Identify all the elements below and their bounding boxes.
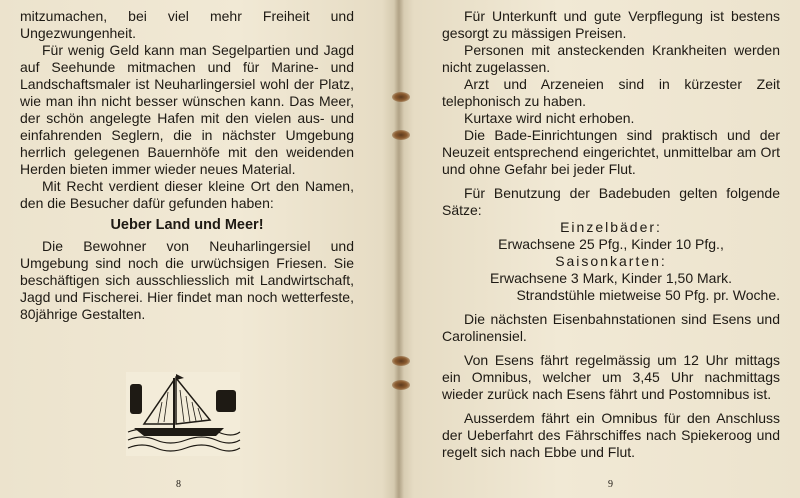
binding-staple-stain <box>392 92 410 102</box>
binding-staple-stain <box>392 130 410 140</box>
left-paragraph-2: Für wenig Geld kann man Segelpartien und Jagd auf Seehunde mitmachen und für Marine- und Landschaftsmaler ist Neuharlingersiel wohl der Platz, wie man ihn nicht besser wünschen kann. Das Meer, der schön angelegte Hafen mit den vielen aus- und einfahrenden Seglern, die in nächster Umgebung herrlich gelegenen Bauernhöfe mit den weidenden Herden bieten immer wieder neues Material. <box>20 42 354 177</box>
binding-staple-stain <box>392 380 410 390</box>
saisonkarten-prices: Erwachsene 3 Mark, Kinder 1,50 Mark. <box>490 270 732 286</box>
right-paragraph-5: Die Bade-Einrichtungen sind praktisch und der Neuzeit entsprechend eingerichtet, unmittelbar am Ort und ohne Gefahr bei jeder Flut. <box>442 127 780 177</box>
strandstuehle-price: Strandstühle mietweise 50 Pfg. pr. Woche. <box>516 287 780 303</box>
saisonkarten-title: Saisonkarten: <box>555 253 667 269</box>
right-paragraph-6: Für Benutzung der Badebuden gelten folgende Sätze: <box>442 185 780 218</box>
sailboat-illustration <box>124 370 242 458</box>
page-number-right: 9 <box>608 479 613 490</box>
binding-staple-stain <box>392 356 410 366</box>
section-heading: Ueber Land und Meer! <box>110 217 264 233</box>
left-paragraph-3: Mit Recht verdient dieser kleine Ort den Namen, den die Besucher dafür gefunden haben: <box>20 178 354 211</box>
left-page <box>0 0 398 498</box>
right-paragraph-2: Personen mit ansteckenden Krankheiten werden nicht zugelassen. <box>442 42 780 75</box>
right-paragraph-9: Ausserdem fährt ein Omnibus für den Anschluss der Ueberfahrt des Fährschiffes nach Spiekeroog und regelt sich nach Ebbe und Flut. <box>442 410 780 460</box>
book-gutter <box>394 0 404 498</box>
right-page <box>398 0 800 498</box>
right-paragraph-8: Von Esens fährt regelmässig um 12 Uhr mittags ein Omnibus, welcher um 3,45 Uhr nachmittags wieder zurück nach Esens fährt und Postomnibus ist. <box>442 352 780 402</box>
left-paragraph-4: Die Bewohner von Neuharlingersiel und Umgebung sind noch die urwüchsigen Friesen. Sie beschäftigen sich ausschliesslich mit Landwirtschaft, Jagd und Fischerei. Hier findet man noch wetterfeste, 80jährige Gestalten. <box>20 238 354 322</box>
einzelbaeder-title: Einzelbäder: <box>560 219 662 235</box>
right-paragraph-3: Arzt und Arzeneien sind in kürzester Zeit telephonisch zu haben. <box>442 76 780 109</box>
einzelbaeder-prices: Erwachsene 25 Pfg., Kinder 10 Pfg., <box>498 236 724 252</box>
left-paragraph-1: mitzumachen, bei viel mehr Freiheit und Ungezwungenheit. <box>20 8 354 41</box>
right-paragraph-1: Für Unterkunft und gute Verpflegung ist bestens gesorgt zu mässigen Preisen. <box>442 8 780 41</box>
right-paragraph-4: Kurtaxe wird nicht erhoben. <box>464 110 635 126</box>
page-number-left: 8 <box>176 479 181 490</box>
right-paragraph-7: Die nächsten Eisenbahnstationen sind Esens und Carolinensiel. <box>442 311 780 344</box>
